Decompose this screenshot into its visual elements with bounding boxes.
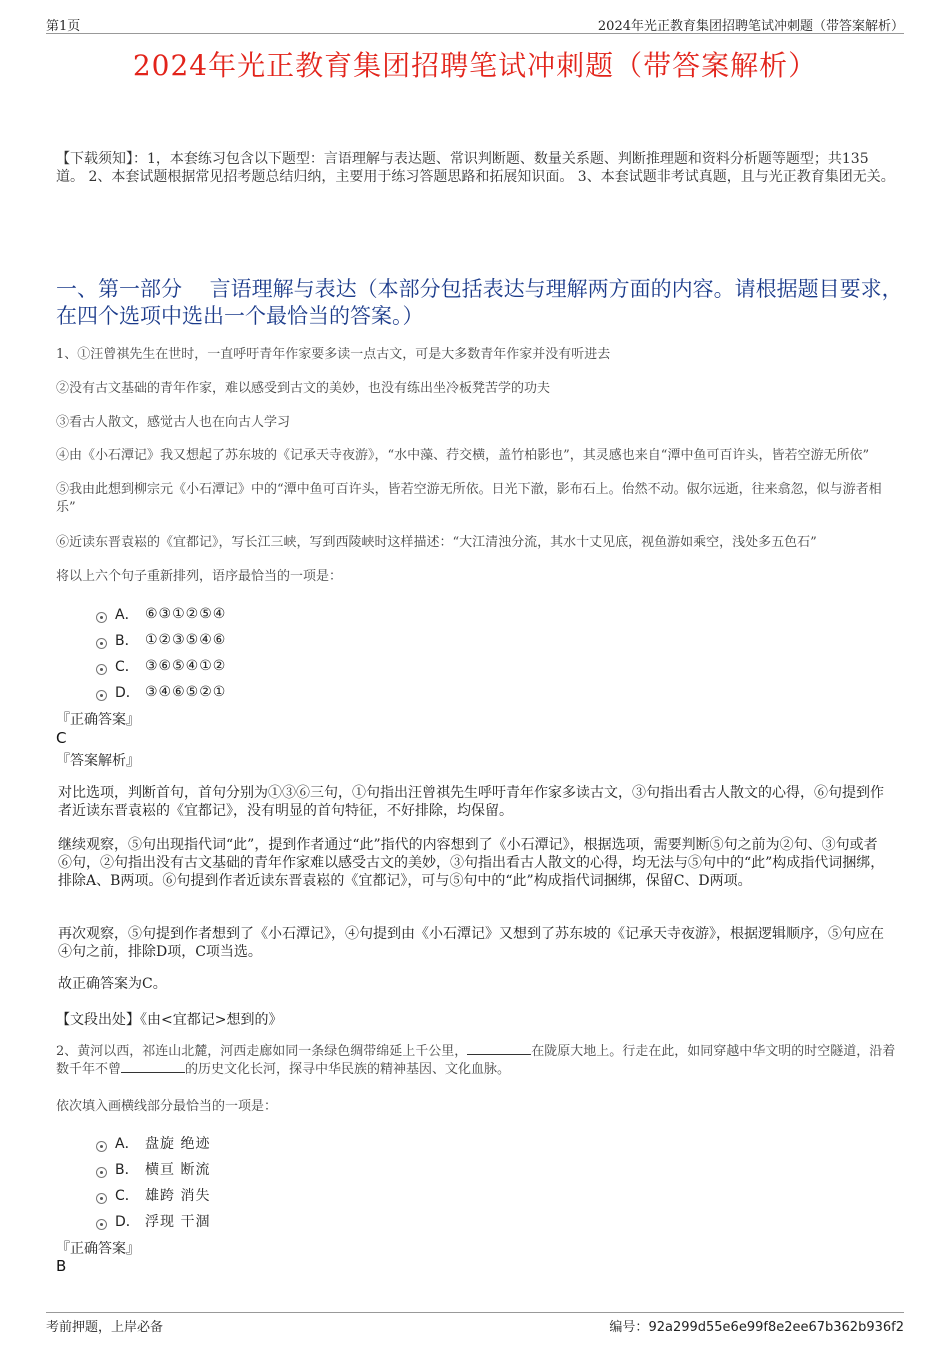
q1-sentence-3: ③看古人散文，感觉古人也在向古人学习 <box>56 415 291 430</box>
q1-options <box>96 601 226 705</box>
q1-sentence-4: ④由《小石潭记》我又想起了苏东坡的《记承天寺夜游》，“水中藻、荇交横，盖竹柏影也”，其灵感也来自“潭中鱼可百许头，皆若空游无所依” <box>56 448 870 463</box>
q2-answer-label: 『正确答案』 <box>56 1241 140 1257</box>
radio-icon[interactable] <box>96 612 107 623</box>
q2-options <box>96 1130 210 1234</box>
q1-option-b[interactable]: B． ①②③⑤④⑥ <box>96 627 226 653</box>
radio-icon[interactable] <box>96 1167 107 1178</box>
header-doc-name: 2024年光正教育集团招聘笔试冲刺题（带答案解析） <box>597 19 904 34</box>
footer-slogan: 考前押题，上岸必备 <box>46 1320 164 1335</box>
q2-option-d[interactable]: D． 浮现 干涸 <box>96 1208 210 1234</box>
radio-icon[interactable] <box>96 638 107 649</box>
q1-sentence-1: 1、①汪曾祺先生在世时，一直呼吁青年作家要多读一点古文，可是大多数青年作家并没有听进去 <box>56 347 611 362</box>
q1-option-d[interactable]: D． ③④⑥⑤②① <box>96 679 226 705</box>
radio-icon[interactable] <box>96 1141 107 1152</box>
section-title: 一、第一部分 言语理解与表达（本部分包括表达与理解两方面的内容。请根据题目要求，在四个选项中选出一个最恰当的答案。） <box>56 277 903 328</box>
q1-analysis-label: 『答案解析』 <box>56 753 140 769</box>
q1-option-c[interactable]: C． ③⑥⑤④①② <box>96 653 226 679</box>
q2-answer: B <box>56 1257 67 1275</box>
page-footer <box>46 1312 904 1334</box>
q1-option-a[interactable]: A． ⑥③①②⑤④ <box>96 601 226 627</box>
q2-stem: 2、黄河以西，祁连山北麓，河西走廊如同一条绿色绸带绵延上千公里， 在陇原大地上。行走在此，如同穿越中华文明的时空隧道，沿着数千年不曾 的历史文化长河，探寻中华民族的精神基因、文化血脉。 <box>56 1044 896 1077</box>
blank-1[interactable] <box>467 1043 531 1055</box>
q1-analysis-p1: 对比选项，判断首句，首句分别为①③⑥三句，①句指出汪曾祺先生呼吁青年作家多读古文，③句指出看古人散文的心得，⑥句提到作者近读东晋袁崧的《宜都记》，没有明显的首句特征，不好排除，均保留。 <box>58 785 884 819</box>
radio-icon[interactable] <box>96 1193 107 1204</box>
q2-option-c[interactable]: C． 雄跨 消失 <box>96 1182 210 1208</box>
q1-sentence-2: ②没有古文基础的青年作家，难以感受到古文的美妙，也没有练出坐冷板凳苦学的功夫 <box>56 381 551 396</box>
q1-answer: C <box>56 729 67 747</box>
q1-prompt: 将以上六个句子重新排列，语序最恰当的一项是： <box>56 569 343 584</box>
q2-option-a[interactable]: A． 盘旋 绝迹 <box>96 1130 210 1156</box>
page-number: 第1页 <box>46 19 81 34</box>
q1-answer-label: 『正确答案』 <box>56 712 140 728</box>
q1-analysis-p2: 继续观察，⑤句出现指代词“此”，提到作者通过“此”指代的内容想到了《小石潭记》，根据选项，需要判断⑤句之前为②句、③句或者⑥句，②句指出没有古文基础的青年作家难以感受古文的美妙，③句指出看古人散文的心得，均无法与⑤句中的“此”构成指代词捆绑，排除A、B两项。⑥句提到作者近读东晋袁崧的《宜都记》，可与⑤句中的“此”构成指代词捆绑，保留C、D两项。 <box>58 837 885 889</box>
q1-sentence-5: ⑤我由此想到柳宗元《小石潭记》中的“潭中鱼可百许头，皆若空游无所依。日光下澈，影布石上。佁然不动。俶尔远逝，往来翕忽，似与游者相乐” <box>56 482 882 515</box>
q2-prompt: 依次填入画横线部分最恰当的一项是： <box>56 1099 278 1114</box>
q2-option-b[interactable]: B． 横亘 断流 <box>96 1156 210 1182</box>
radio-icon[interactable] <box>96 690 107 701</box>
q1-analysis-p4: 故正确答案为C。 <box>58 976 167 992</box>
document-title: 2024年光正教育集团招聘笔试冲刺题（带答案解析） <box>132 49 818 82</box>
download-notice: 【下载须知】：1，本套练习包含以下题型：言语理解与表达题、常识判断题、数量关系题、判断推理题和资料分析题等题型；共135道。 2、本套试题根据常见招考题总结归纳，主要用于练习答题思路和拓展知识面。 3、本套试题非考试真题，且与光正教育集团无关。 <box>56 151 895 185</box>
page-header <box>46 14 904 34</box>
q1-source: 【文段出处】《由<宜都记>想到的》 <box>56 1012 283 1028</box>
q1-sentence-6: ⑥近读东晋袁崧的《宜都记》，写长江三峡，写到西陵峡时这样描述：“大江清浊分流，其水十丈见底，视鱼游如乘空，浅处多五色石” <box>56 535 817 550</box>
radio-icon[interactable] <box>96 1219 107 1230</box>
radio-icon[interactable] <box>96 664 107 675</box>
blank-2[interactable] <box>121 1061 185 1073</box>
footer-code: 编号：92a299d55e6e99f8e2ee67b362b936f2 <box>609 1320 904 1335</box>
q1-analysis-p3: 再次观察，⑤句提到作者想到了《小石潭记》，④句提到由《小石潭记》又想到了苏东坡的《记承天寺夜游》，根据逻辑顺序，⑤句应在④句之前，排除D项，C项当选。 <box>58 926 884 960</box>
